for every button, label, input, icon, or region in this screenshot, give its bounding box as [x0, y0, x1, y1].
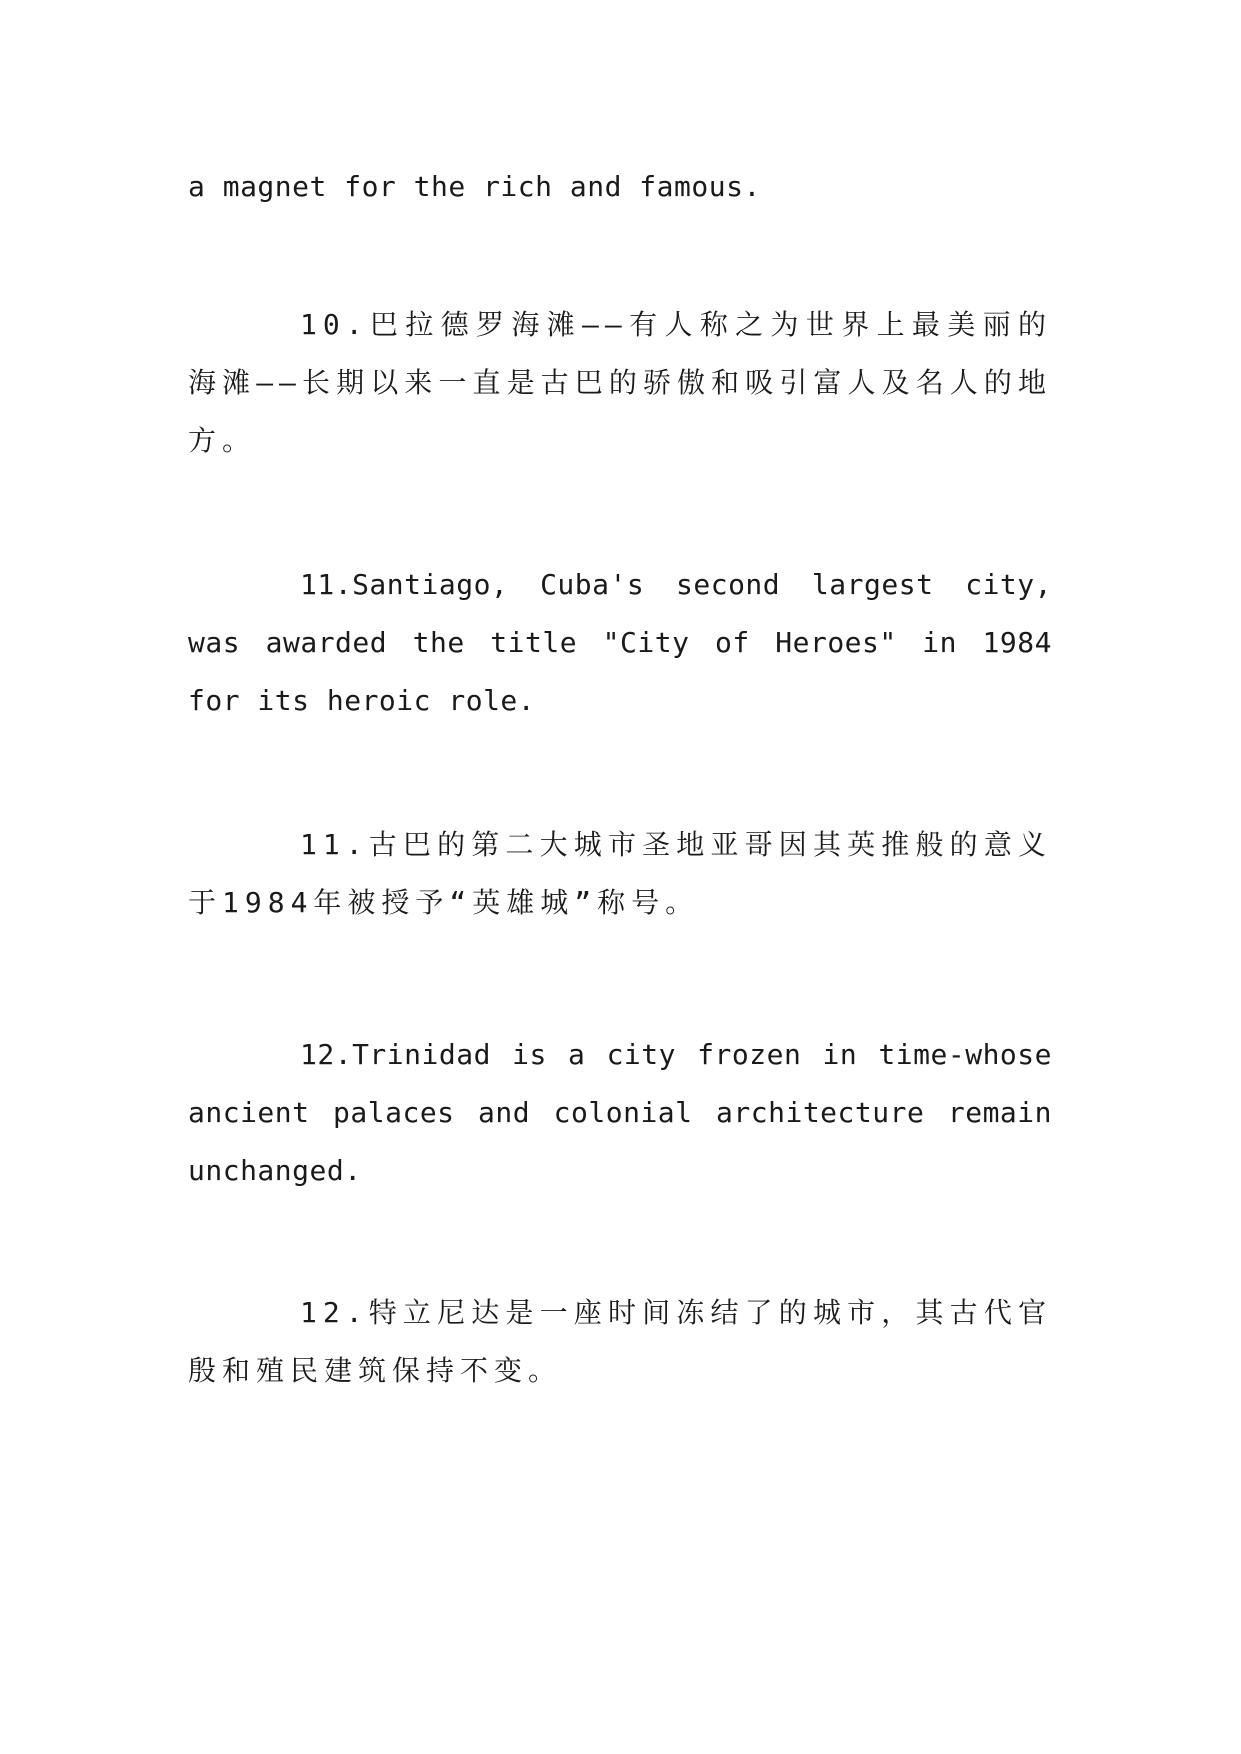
paragraph-zh-10: 10.巴拉德罗海滩——有人称之为世界上最美丽的海滩——长期以来一直是古巴的骄傲和吸引富人及名人的地方。	[188, 308, 1052, 457]
paragraph-zh-12: 12.特立尼达是一座时间冻结了的城市，其古代官殷和殖民建筑保持不变。	[188, 1296, 1052, 1387]
paragraph-en-11: 11.Santiago, Cuba's second largest city, was awarded the title "City of Heroes" in 1984 for its heroic role.	[188, 568, 1052, 717]
paragraph-en-continuation: a magnet for the rich and famous.	[188, 170, 761, 203]
paragraph-en-12: 12.Trinidad is a city frozen in time-whose ancient palaces and colonial architecture remain unchanged.	[188, 1038, 1052, 1187]
paragraph-zh-11: 11.古巴的第二大城市圣地亚哥因其英推般的意义于1984年被授予“英雄城”称号。	[188, 828, 1052, 919]
